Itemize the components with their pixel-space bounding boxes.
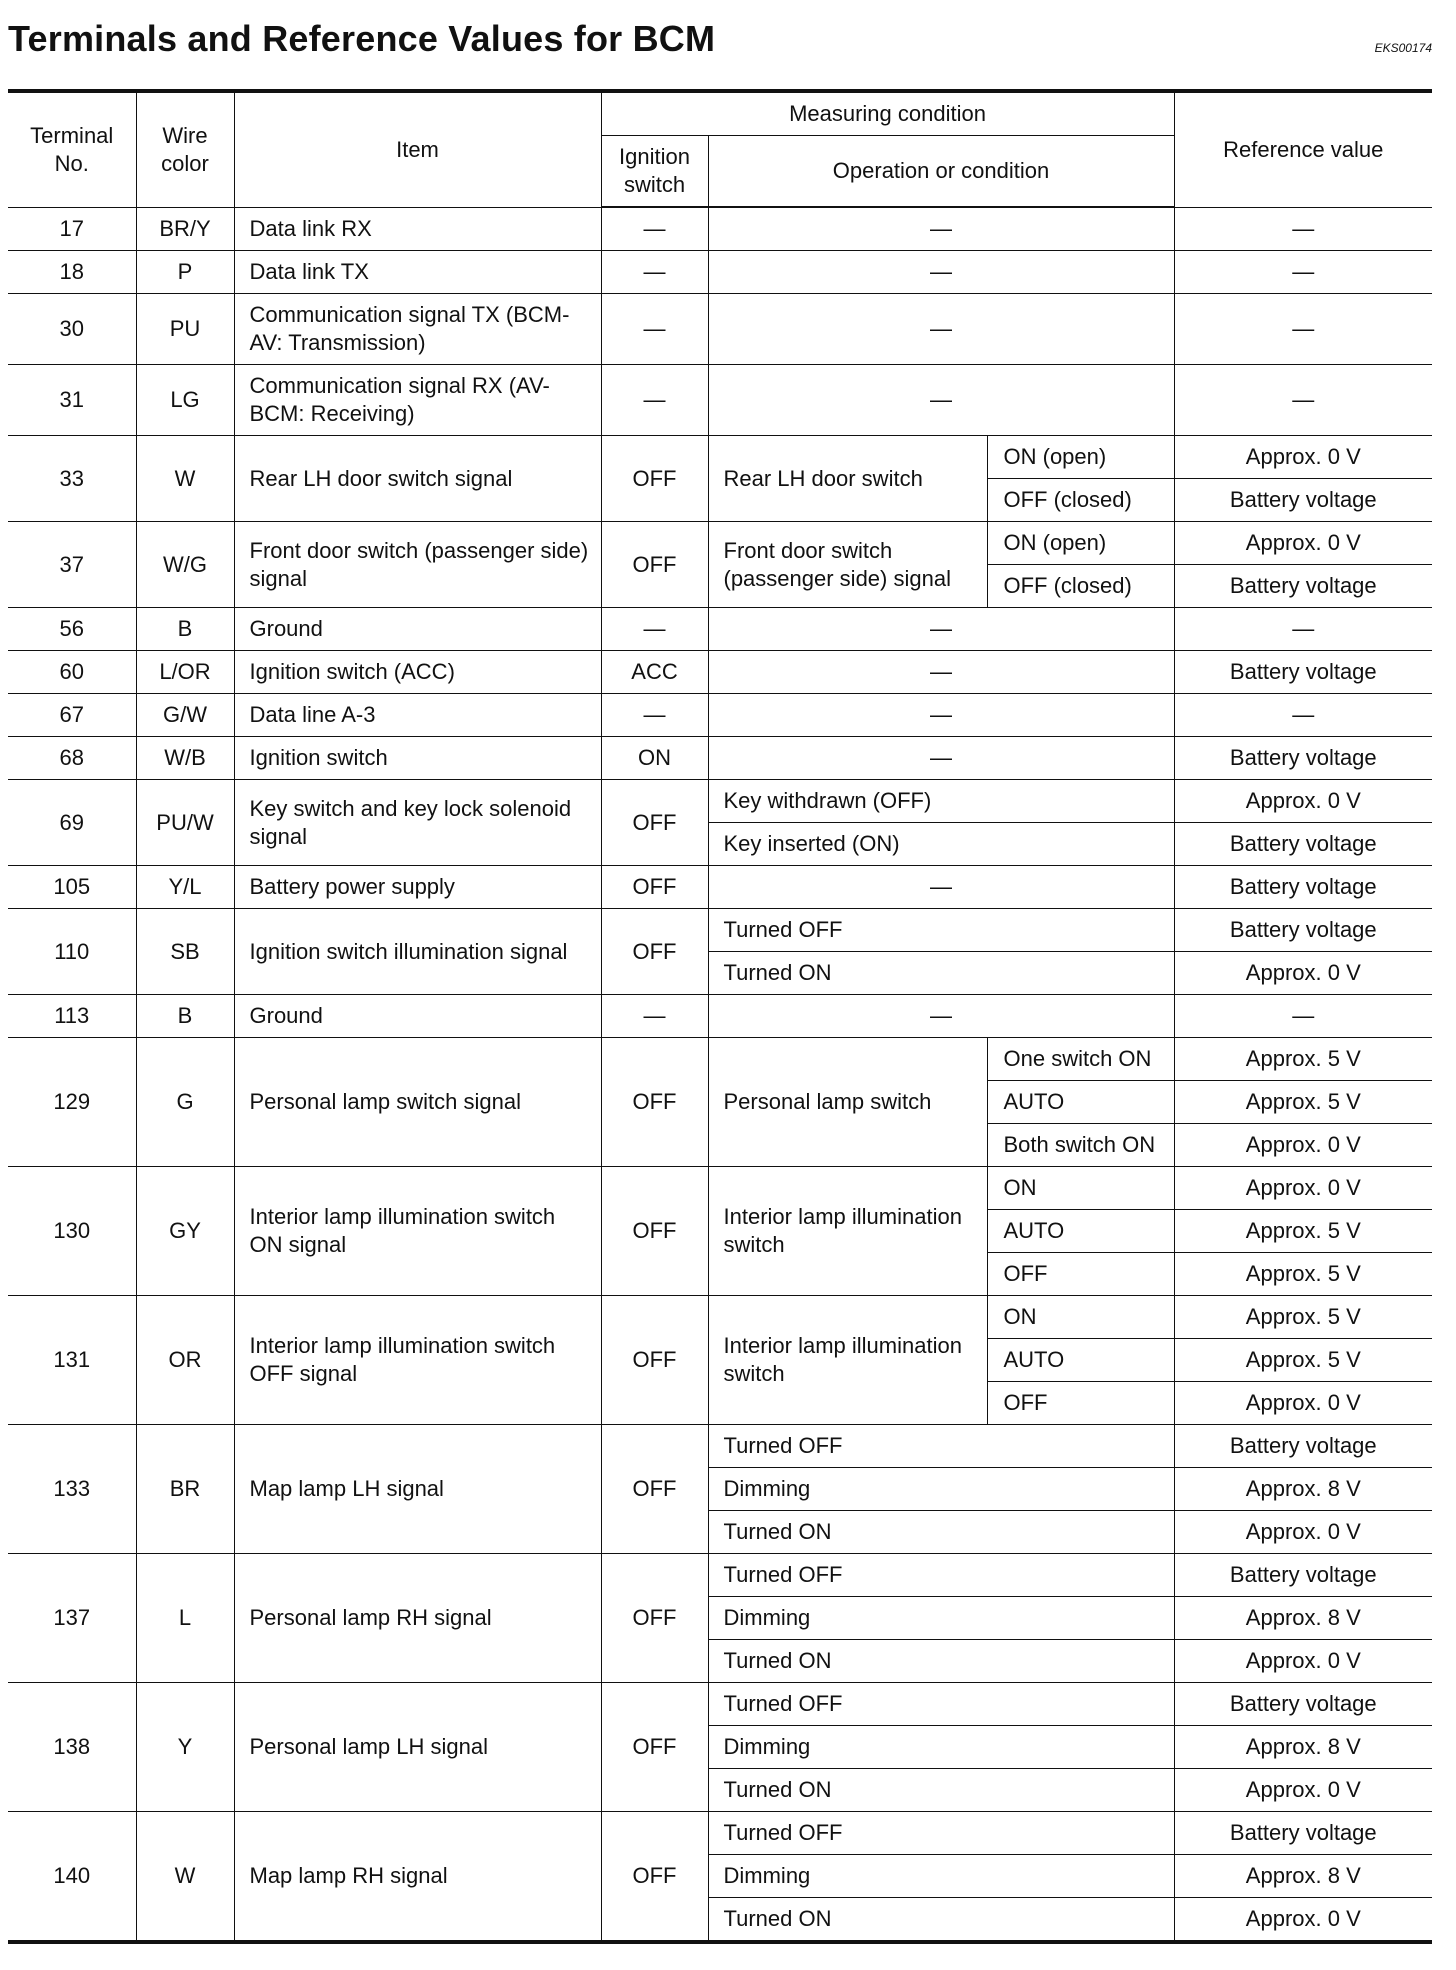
operation-cell: —: [708, 251, 1174, 294]
sub-condition-cell: AUTO: [987, 1210, 1174, 1253]
terminal-cell: 30: [8, 294, 136, 365]
operation-cell: Turned OFF: [708, 1554, 1174, 1597]
ignition-switch-cell: OFF: [601, 1296, 708, 1425]
terminal-cell: 31: [8, 365, 136, 436]
item-cell: Data link RX: [234, 207, 601, 251]
operation-cell: Turned ON: [708, 1769, 1174, 1812]
item-cell: Personal lamp RH signal: [234, 1554, 601, 1683]
operation-cell: Turned ON: [708, 1898, 1174, 1943]
table-row: [8, 365, 1432, 436]
item-cell: Key switch and key lock solenoid signal: [234, 780, 601, 866]
ignition-switch-cell: OFF: [601, 436, 708, 522]
operation-cell: Dimming: [708, 1597, 1174, 1640]
ignition-switch-cell: —: [601, 251, 708, 294]
terminal-cell: 129: [8, 1038, 136, 1167]
ignition-switch-cell: —: [601, 365, 708, 436]
wire-color-cell: L: [136, 1554, 234, 1683]
operation-cell: —: [708, 365, 1174, 436]
wire-color-cell: Y: [136, 1683, 234, 1812]
wire-color-cell: BR: [136, 1425, 234, 1554]
header-measuring-condition: Measuring condition: [601, 91, 1174, 136]
ignition-switch-cell: OFF: [601, 1554, 708, 1683]
wire-color-cell: W/B: [136, 737, 234, 780]
wire-color-cell: G: [136, 1038, 234, 1167]
table-row: [8, 866, 1432, 909]
reference-value-cell: Approx. 5 V: [1174, 1038, 1432, 1081]
terminal-cell: 130: [8, 1167, 136, 1296]
wire-color-cell: L/OR: [136, 651, 234, 694]
sub-condition-cell: One switch ON: [987, 1038, 1174, 1081]
wire-color-cell: W: [136, 436, 234, 522]
wire-color-cell: P: [136, 251, 234, 294]
operation-cell: —: [708, 651, 1174, 694]
reference-value-cell: —: [1174, 294, 1432, 365]
table-row: [8, 436, 1432, 479]
operation-cell: Turned ON: [708, 952, 1174, 995]
ignition-switch-cell: —: [601, 207, 708, 251]
item-cell: Personal lamp LH signal: [234, 1683, 601, 1812]
reference-value-cell: —: [1174, 207, 1432, 251]
wire-color-cell: PU/W: [136, 780, 234, 866]
ignition-switch-cell: OFF: [601, 909, 708, 995]
item-cell: Ignition switch (ACC): [234, 651, 601, 694]
item-cell: Communication signal RX (AV-BCM: Receiving): [234, 365, 601, 436]
wire-color-cell: B: [136, 608, 234, 651]
reference-value-cell: Battery voltage: [1174, 651, 1432, 694]
operation-cell: —: [708, 608, 1174, 651]
wire-color-cell: OR: [136, 1296, 234, 1425]
terminal-cell: 67: [8, 694, 136, 737]
table-row: [8, 207, 1432, 251]
reference-value-cell: Battery voltage: [1174, 565, 1432, 608]
ignition-switch-cell: ON: [601, 737, 708, 780]
item-cell: Interior lamp illumination switch ON signal: [234, 1167, 601, 1296]
table-row: [8, 1038, 1432, 1081]
table-row: [8, 737, 1432, 780]
table-row: [8, 1683, 1432, 1726]
terminal-cell: 105: [8, 866, 136, 909]
item-cell: Map lamp RH signal: [234, 1812, 601, 1943]
reference-value-cell: Approx. 0 V: [1174, 436, 1432, 479]
reference-value-cell: —: [1174, 608, 1432, 651]
wire-color-cell: W/G: [136, 522, 234, 608]
sub-condition-cell: OFF: [987, 1382, 1174, 1425]
terminal-cell: 137: [8, 1554, 136, 1683]
ignition-switch-cell: —: [601, 694, 708, 737]
reference-value-cell: Approx. 5 V: [1174, 1253, 1432, 1296]
table-row: [8, 251, 1432, 294]
reference-value-cell: Battery voltage: [1174, 823, 1432, 866]
header-ignition-switch: Ignition switch: [601, 136, 708, 208]
terminal-cell: 140: [8, 1812, 136, 1943]
reference-value-cell: Battery voltage: [1174, 909, 1432, 952]
item-cell: Ignition switch: [234, 737, 601, 780]
reference-value-cell: Approx. 5 V: [1174, 1339, 1432, 1382]
ignition-switch-cell: OFF: [601, 1425, 708, 1554]
table-row: [8, 294, 1432, 365]
ignition-switch-cell: OFF: [601, 866, 708, 909]
operation-cell: Key withdrawn (OFF): [708, 780, 1174, 823]
reference-value-cell: Approx. 0 V: [1174, 1640, 1432, 1683]
terminal-cell: 113: [8, 995, 136, 1038]
reference-value-cell: Battery voltage: [1174, 479, 1432, 522]
operation-cell: —: [708, 294, 1174, 365]
table-row: [8, 780, 1432, 823]
reference-value-cell: Approx. 5 V: [1174, 1210, 1432, 1253]
ignition-switch-cell: OFF: [601, 780, 708, 866]
table-row: [8, 651, 1432, 694]
table-row: [8, 1554, 1432, 1597]
operation-cell: Turned OFF: [708, 1425, 1174, 1468]
operation-cell: —: [708, 694, 1174, 737]
sub-condition-cell: OFF (closed): [987, 479, 1174, 522]
operation-cell: —: [708, 866, 1174, 909]
terminal-cell: 68: [8, 737, 136, 780]
wire-color-cell: W: [136, 1812, 234, 1943]
terminal-cell: 69: [8, 780, 136, 866]
operation-cell: Front door switch (passenger side) signal: [708, 522, 987, 608]
sub-condition-cell: Both switch ON: [987, 1124, 1174, 1167]
terminal-cell: 131: [8, 1296, 136, 1425]
item-cell: Battery power supply: [234, 866, 601, 909]
wire-color-cell: G/W: [136, 694, 234, 737]
operation-cell: Turned OFF: [708, 1812, 1174, 1855]
wire-color-cell: PU: [136, 294, 234, 365]
wire-color-cell: GY: [136, 1167, 234, 1296]
terminal-cell: 110: [8, 909, 136, 995]
item-cell: Interior lamp illumination switch OFF signal: [234, 1296, 601, 1425]
header-operation: Operation or condition: [708, 136, 1174, 208]
document-code: EKS00174: [1374, 41, 1432, 55]
reference-value-cell: —: [1174, 251, 1432, 294]
sub-condition-cell: AUTO: [987, 1081, 1174, 1124]
operation-cell: Dimming: [708, 1855, 1174, 1898]
table-body: [8, 207, 1432, 1942]
table-row: [8, 608, 1432, 651]
reference-value-cell: Approx. 0 V: [1174, 1124, 1432, 1167]
reference-value-cell: Approx. 5 V: [1174, 1081, 1432, 1124]
header-wire-color: Wire color: [136, 91, 234, 207]
sub-condition-cell: OFF: [987, 1253, 1174, 1296]
table-row: [8, 1296, 1432, 1339]
sub-condition-cell: ON (open): [987, 436, 1174, 479]
reference-value-cell: Approx. 8 V: [1174, 1726, 1432, 1769]
terminal-cell: 60: [8, 651, 136, 694]
terminal-cell: 37: [8, 522, 136, 608]
table-row: [8, 522, 1432, 565]
item-cell: Ground: [234, 608, 601, 651]
operation-cell: Rear LH door switch: [708, 436, 987, 522]
reference-value-cell: Battery voltage: [1174, 1683, 1432, 1726]
reference-value-cell: Battery voltage: [1174, 1425, 1432, 1468]
reference-value-cell: Approx. 0 V: [1174, 522, 1432, 565]
table-row: [8, 1167, 1432, 1210]
ignition-switch-cell: OFF: [601, 1167, 708, 1296]
reference-value-cell: —: [1174, 365, 1432, 436]
operation-cell: —: [708, 737, 1174, 780]
item-cell: Personal lamp switch signal: [234, 1038, 601, 1167]
ignition-switch-cell: OFF: [601, 522, 708, 608]
reference-value-cell: Approx. 5 V: [1174, 1296, 1432, 1339]
item-cell: Data line A-3: [234, 694, 601, 737]
reference-value-cell: Approx. 8 V: [1174, 1597, 1432, 1640]
reference-value-cell: Battery voltage: [1174, 1554, 1432, 1597]
reference-value-cell: Approx. 0 V: [1174, 952, 1432, 995]
terminal-cell: 138: [8, 1683, 136, 1812]
operation-cell: —: [708, 207, 1174, 251]
operation-cell: Turned ON: [708, 1511, 1174, 1554]
reference-value-cell: Approx. 0 V: [1174, 1511, 1432, 1554]
reference-value-cell: —: [1174, 995, 1432, 1038]
ignition-switch-cell: —: [601, 995, 708, 1038]
reference-value-cell: Approx. 8 V: [1174, 1855, 1432, 1898]
operation-cell: Dimming: [708, 1468, 1174, 1511]
operation-cell: Dimming: [708, 1726, 1174, 1769]
reference-value-cell: Approx. 0 V: [1174, 1769, 1432, 1812]
sub-condition-cell: OFF (closed): [987, 565, 1174, 608]
reference-value-cell: Approx. 0 V: [1174, 1167, 1432, 1210]
reference-value-cell: Battery voltage: [1174, 737, 1432, 780]
ignition-switch-cell: OFF: [601, 1812, 708, 1943]
reference-value-cell: Approx. 0 V: [1174, 1382, 1432, 1425]
item-cell: Communication signal TX (BCM-AV: Transmission): [234, 294, 601, 365]
bcm-reference-table: [8, 89, 1432, 1944]
wire-color-cell: SB: [136, 909, 234, 995]
operation-cell: Key inserted (ON): [708, 823, 1174, 866]
ignition-switch-cell: OFF: [601, 1683, 708, 1812]
terminal-cell: 18: [8, 251, 136, 294]
operation-cell: Interior lamp illumination switch: [708, 1296, 987, 1425]
reference-value-cell: —: [1174, 694, 1432, 737]
sub-condition-cell: AUTO: [987, 1339, 1174, 1382]
sub-condition-cell: ON: [987, 1167, 1174, 1210]
wire-color-cell: B: [136, 995, 234, 1038]
header-terminal-no: Terminal No.: [8, 91, 136, 207]
operation-cell: Turned OFF: [708, 1683, 1174, 1726]
terminal-cell: 56: [8, 608, 136, 651]
ignition-switch-cell: —: [601, 294, 708, 365]
item-cell: Ground: [234, 995, 601, 1038]
ignition-switch-cell: —: [601, 608, 708, 651]
table-row: [8, 995, 1432, 1038]
reference-table-container: [8, 89, 1432, 1944]
ignition-switch-cell: ACC: [601, 651, 708, 694]
ignition-switch-cell: OFF: [601, 1038, 708, 1167]
reference-value-cell: Approx. 0 V: [1174, 780, 1432, 823]
sub-condition-cell: ON: [987, 1296, 1174, 1339]
header-reference-value: Reference value: [1174, 91, 1432, 207]
reference-value-cell: Battery voltage: [1174, 1812, 1432, 1855]
operation-cell: Personal lamp switch: [708, 1038, 987, 1167]
item-cell: Rear LH door switch signal: [234, 436, 601, 522]
table-row: [8, 909, 1432, 952]
operation-cell: Turned ON: [708, 1640, 1174, 1683]
item-cell: Map lamp LH signal: [234, 1425, 601, 1554]
reference-value-cell: Battery voltage: [1174, 866, 1432, 909]
table-row: [8, 694, 1432, 737]
operation-cell: —: [708, 995, 1174, 1038]
terminal-cell: 17: [8, 207, 136, 251]
wire-color-cell: Y/L: [136, 866, 234, 909]
table-row: [8, 1425, 1432, 1468]
reference-value-cell: Approx. 8 V: [1174, 1468, 1432, 1511]
header-item: Item: [234, 91, 601, 207]
item-cell: Data link TX: [234, 251, 601, 294]
wire-color-cell: LG: [136, 365, 234, 436]
sub-condition-cell: ON (open): [987, 522, 1174, 565]
page-title: Terminals and Reference Values for BCM: [8, 18, 716, 59]
terminal-cell: 33: [8, 436, 136, 522]
table-row: [8, 1812, 1432, 1855]
item-cell: Ignition switch illumination signal: [234, 909, 601, 995]
wire-color-cell: BR/Y: [136, 207, 234, 251]
operation-cell: Turned OFF: [708, 909, 1174, 952]
reference-value-cell: Approx. 0 V: [1174, 1898, 1432, 1943]
terminal-cell: 133: [8, 1425, 136, 1554]
operation-cell: Interior lamp illumination switch: [708, 1167, 987, 1296]
item-cell: Front door switch (passenger side) signal: [234, 522, 601, 608]
